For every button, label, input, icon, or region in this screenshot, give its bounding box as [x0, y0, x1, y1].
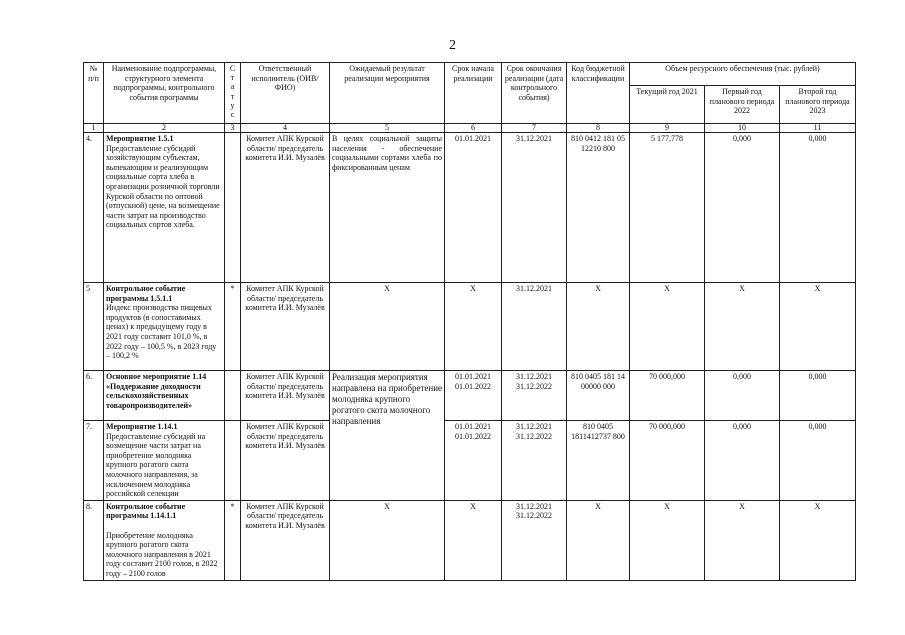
row-first: 0,000	[705, 133, 780, 283]
row-code: 810 0412 181 05 12210 800	[567, 133, 630, 283]
row-code: 810 0405 1811412737 800	[567, 421, 630, 501]
col-index: 2	[104, 124, 225, 133]
row-current: 70 000,000	[630, 371, 705, 421]
column-index-row	[84, 124, 856, 133]
row-first: 0,000	[705, 421, 780, 501]
row-result: Х	[330, 500, 445, 580]
row-num: 7.	[84, 421, 104, 501]
header-row	[84, 63, 856, 86]
row-current: Х	[630, 283, 705, 371]
row-name: Контрольное событие программы 1.5.1.1 Индекс производства пищевых продуктов (в сопоставимых ценах) к предыдущему году в 2021 году составит 101,0 %, в 2022 году – 100,5 %, в 2023 году – 100,2 %	[104, 283, 225, 371]
row-start: 01.01.2021 01.01.2022	[445, 371, 502, 421]
row-status	[225, 421, 241, 501]
row-second: 0,000	[780, 421, 856, 501]
row-executor: Комитет АПК Курской области/ председатель комитета И.И. Музалёв	[241, 421, 330, 501]
row-second: 0,000	[780, 371, 856, 421]
row-end: 31.12.2021	[502, 283, 567, 371]
table-row	[84, 500, 856, 580]
row-end: 31.12.2021 31.12.2022	[502, 371, 567, 421]
col-index: 11	[780, 124, 856, 133]
page-number: 2	[449, 38, 456, 53]
col-index: 3	[225, 124, 241, 133]
row-result: Х	[330, 283, 445, 371]
row-end: 31.12.2021 31.12.2022	[502, 421, 567, 501]
row-first: 0,000	[705, 371, 780, 421]
col-index: 1	[84, 124, 104, 133]
row-name: Основное мероприятие 1.14 «Поддержание доходности сельскохозяйственных товаропроизводителей»	[104, 371, 225, 421]
table-row	[84, 421, 856, 501]
row-num: 8.	[84, 500, 104, 580]
row-second: 0,000	[780, 133, 856, 283]
row-num: 4.	[84, 133, 104, 283]
table-row	[84, 283, 856, 371]
row-second: Х	[780, 283, 856, 371]
row-first: Х	[705, 500, 780, 580]
header-code: Код бюджетной классификации	[567, 63, 630, 124]
col-index: 6	[445, 124, 502, 133]
col-index: 10	[705, 124, 780, 133]
row-name: Контрольное событие программы 1.14.1.1 Приобретение молодняка крупного рогатого скота молочного направления в 2021 году составит 2100 голов, в 2022 году – 2100 голов	[104, 500, 225, 580]
row-current: 5 177,778	[630, 133, 705, 283]
row-status: *	[225, 283, 241, 371]
row-end: 31.12.2021	[502, 133, 567, 283]
row-status	[225, 133, 241, 283]
col-index: 5	[330, 124, 445, 133]
row-result: В целях социальной защиты населения - обеспечение социальными сортами хлеба по фиксированным ценам	[330, 133, 445, 283]
header-resources: Объем ресурсного обеспечения (тыс. рублей)	[630, 63, 856, 86]
row-name: Мероприятие 1.14.1 Предоставление субсидий на возмещение части затрат на приобретение молодняка крупного рогатого скота молочного направления, за исключением молодняка российской селекции	[104, 421, 225, 501]
row-code: Х	[567, 283, 630, 371]
row-executor: Комитет АПК Курской области/ председатель комитета И.И. Музалёв	[241, 283, 330, 371]
header-start: Срок начала реализации	[445, 63, 502, 124]
row-start: Х	[445, 283, 502, 371]
header-second-year: Второй год планового периода 2023	[780, 86, 856, 124]
header-first-year: Первый год планового периода 2022	[705, 86, 780, 124]
row-name: Мероприятие 1.5.1 Предоставление субсидий хозяйствующим субъектам, выпекающим и реализующим социальные сорта хлеба в организации розничной торговли Курской области по оптовой (отпускной) цене, на возмещение части затрат на производство социальных сортов хлеба.	[104, 133, 225, 283]
header-current-year: Текущий год 2021	[630, 86, 705, 124]
program-table	[83, 62, 856, 581]
row-start: 01.01.2021	[445, 133, 502, 283]
row-start: Х	[445, 500, 502, 580]
col-index: 9	[630, 124, 705, 133]
row-second: Х	[780, 500, 856, 580]
table-row	[84, 133, 856, 283]
row-start: 01.01.2021 01.01.2022	[445, 421, 502, 501]
col-index: 4	[241, 124, 330, 133]
header-num: № п/п	[84, 63, 104, 124]
row-code: Х	[567, 500, 630, 580]
row-status	[225, 371, 241, 421]
header-name: Наименование подпрограммы, структурного элемента подпрограммы, контрольного события программы	[104, 63, 225, 124]
header-end: Срок окончания реализации (дата контрольного события)	[502, 63, 567, 124]
row-code: 810 0405 181 14 00000 000	[567, 371, 630, 421]
row-end: 31.12.2021 31.12.2022	[502, 500, 567, 580]
row-result: Реализация мероприятия направлена на приобретение молодняка крупного рогатого скота молочного направления	[330, 371, 445, 501]
row-first: Х	[705, 283, 780, 371]
row-current: Х	[630, 500, 705, 580]
col-index: 8	[567, 124, 630, 133]
row-executor: Комитет АПК Курской области/ председатель комитета И.И. Музалёв	[241, 371, 330, 421]
row-status: *	[225, 500, 241, 580]
table-row	[84, 371, 856, 421]
row-executor: Комитет АПК Курской области/ председатель комитета И.И. Музалёв	[241, 500, 330, 580]
row-executor: Комитет АПК Курской области/ председатель комитета И.И. Музалёв	[241, 133, 330, 283]
row-num: 6.	[84, 371, 104, 421]
col-index: 7	[502, 124, 567, 133]
header-executor: Ответственный исполнитель (ОИВ/ФИО)	[241, 63, 330, 124]
header-result: Ожидаемый результат реализации мероприятия	[330, 63, 445, 124]
row-current: 70 000,000	[630, 421, 705, 501]
header-status: Статус	[225, 63, 241, 124]
row-num: 5	[84, 283, 104, 371]
